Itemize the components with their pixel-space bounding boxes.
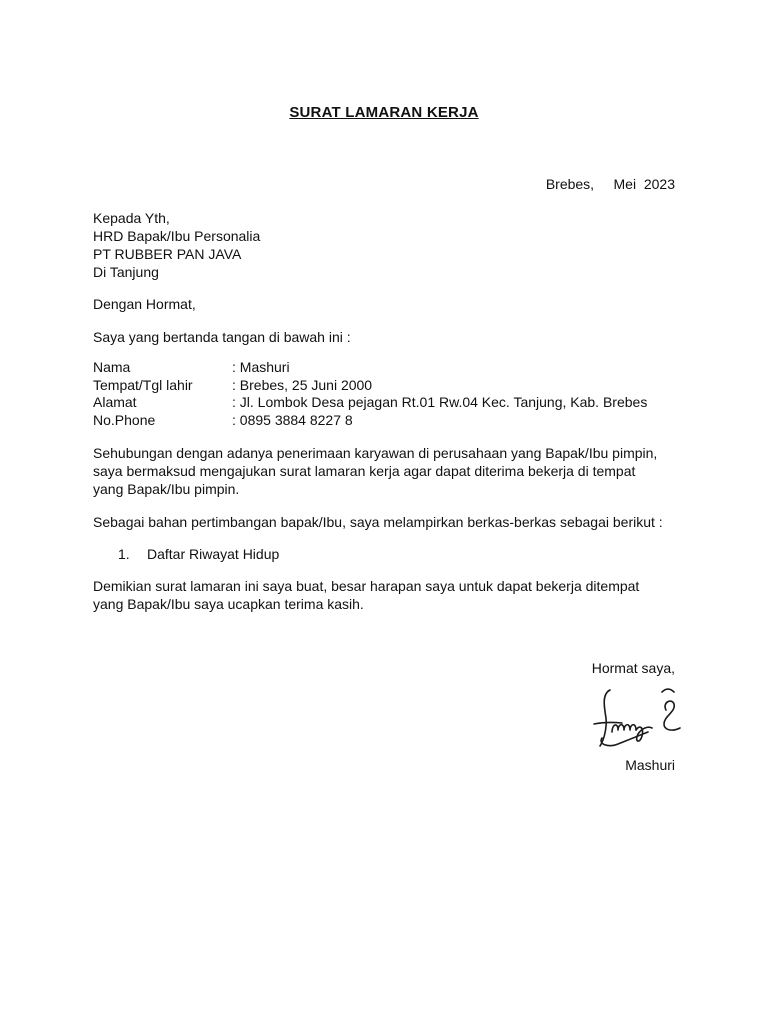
- identity-value: : Mashuri: [232, 359, 290, 375]
- identity-row: [93, 377, 647, 395]
- recipient-line: Di Tanjung: [93, 264, 159, 280]
- identity-label: Nama: [93, 359, 131, 375]
- paragraph-line: yang Bapak/Ibu saya ucapkan terima kasih.: [93, 596, 364, 612]
- handwritten-signature: [588, 684, 688, 756]
- signer-name: Mashuri: [625, 757, 675, 773]
- letter-title: SURAT LAMARAN KERJA: [289, 104, 479, 121]
- identity-table: [93, 359, 647, 429]
- body-paragraph-2: Sebagai bahan pertimbangan bapak/Ibu, saya melampirkan berkas-berkas sebagai berikut :: [93, 514, 663, 530]
- recipient-line: HRD Bapak/Ibu Personalia: [93, 228, 261, 244]
- recipient-line: PT RUBBER PAN JAVA: [93, 246, 242, 262]
- identity-row: [93, 394, 647, 412]
- greeting: Dengan Hormat,: [93, 296, 196, 312]
- closing-salutation: Hormat saya,: [591, 660, 675, 676]
- identity-value: : Jl. Lombok Desa pejagan Rt.01 Rw.04 Kec. Tanjung, Kab. Brebes: [232, 394, 648, 410]
- paragraph-line: yang Bapak/Ibu pimpin.: [93, 481, 240, 497]
- attachment-text: Daftar Riwayat Hidup: [147, 546, 280, 562]
- attachment-list: [118, 545, 279, 563]
- identity-label: Tempat/Tgl lahir: [93, 376, 193, 393]
- identity-label: Alamat: [93, 394, 137, 410]
- recipient-line: Kepada Yth,: [93, 210, 170, 226]
- letter-date: [546, 176, 675, 192]
- identity-value: : 0895 3884 8227 8: [232, 411, 353, 428]
- identity-label: No.Phone: [93, 411, 156, 428]
- identity-row: [93, 359, 647, 377]
- date-value: Mei 2023: [613, 176, 675, 192]
- attachment-number: 1.: [118, 546, 130, 562]
- identity-row: [93, 412, 647, 430]
- body-paragraph-1: [93, 444, 683, 498]
- attachment-item: [118, 545, 279, 563]
- body-paragraph-3: [93, 577, 639, 613]
- paragraph-line: Sehubungan dengan adanya penerimaan karyawan di perusahaan yang Bapak/Ibu pimpin,: [93, 445, 658, 461]
- identity-value: : Brebes, 25 Juni 2000: [232, 376, 373, 393]
- paragraph-line: Demikian surat lamaran ini saya buat, besar harapan saya untuk dapat bekerja ditempat: [93, 578, 640, 594]
- intro-sentence: Saya yang bertanda tangan di bawah ini :: [93, 329, 351, 345]
- date-place: Brebes,: [545, 176, 595, 192]
- paragraph-line: saya bermaksud mengajukan surat lamaran kerja agar dapat diterima bekerja di tempat: [93, 463, 636, 479]
- recipient-block: [93, 209, 260, 281]
